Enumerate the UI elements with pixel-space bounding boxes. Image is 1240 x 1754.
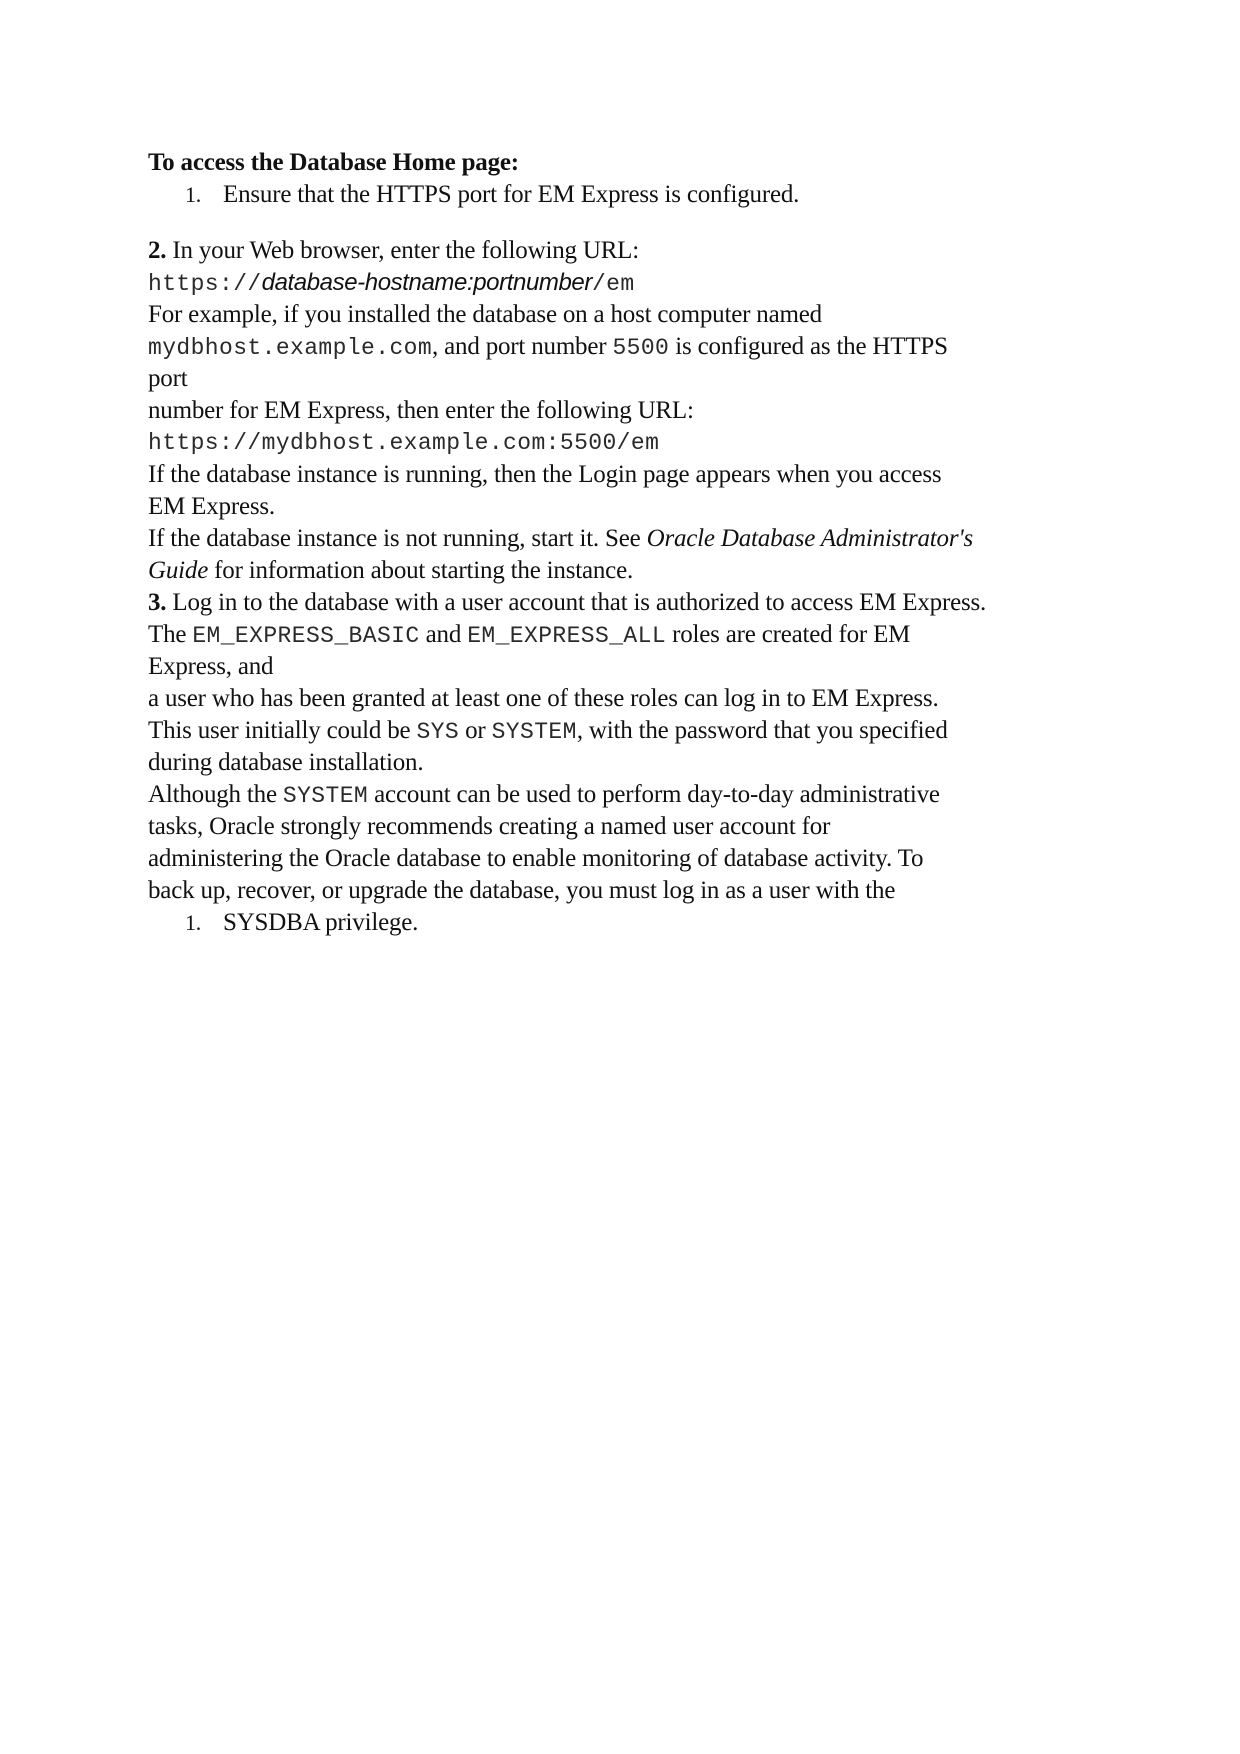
- number-line: number for EM Express, then enter the following URL:: [148, 397, 694, 424]
- example-line: For example, if you installed the database on a host computer named: [148, 301, 822, 328]
- list-item-text: Ensure that the HTTPS port for EM Express is configured.: [223, 181, 800, 208]
- step-3-intro: [148, 587, 1098, 619]
- host-name: mydbhost.example.com: [148, 335, 433, 361]
- roles-the: The: [148, 621, 193, 648]
- guide-line: [148, 555, 1098, 587]
- list-item-text: SYSDBA privilege.: [223, 909, 419, 936]
- role-all: EM_EXPRESS_ALL: [467, 623, 667, 649]
- list-number: 1.: [185, 910, 202, 935]
- granted-line: a user who has been granted at least one of these roles can log in to EM Express.: [148, 685, 939, 712]
- initially-text: This user initially could be: [148, 717, 417, 744]
- tasks-line: tasks, Oracle strongly recommends creating a named user account for: [148, 813, 831, 840]
- url-prefix: https://: [148, 271, 262, 297]
- url-variable: database-hostname:portnumber: [261, 269, 592, 296]
- roles-rest: roles are created for EM: [666, 621, 911, 648]
- roles-line: [148, 619, 1098, 651]
- step-text: In your Web browser, enter the following URL:: [166, 237, 639, 264]
- section-heading: To access the Database Home page:: [148, 149, 519, 176]
- port-text-b: is configured as the HTTPS: [669, 333, 948, 360]
- guide-rest: for information about starting the instance.: [208, 557, 634, 584]
- not-running-text: If the database instance is not running, start it. See: [148, 525, 647, 552]
- url-template: [148, 267, 1098, 299]
- example-url: https://mydbhost.example.com:5500/em: [148, 430, 660, 456]
- port-text-a: , and port number: [432, 333, 613, 360]
- although-line: [148, 779, 1098, 811]
- role-basic: EM_EXPRESS_BASIC: [192, 623, 420, 649]
- or-text: or: [459, 717, 492, 744]
- step-number: 2.: [148, 237, 167, 264]
- document-body: [148, 147, 1098, 939]
- sys-account: SYS: [416, 719, 460, 745]
- roles-and: and: [419, 621, 468, 648]
- install-line: during database installation.: [148, 749, 424, 776]
- list-item-ensure-https: [148, 179, 1098, 211]
- step-2-intro: [148, 235, 1098, 267]
- list-item-sysdba: [148, 907, 1098, 939]
- guide-title-a: Oracle Database Administrator's: [646, 525, 974, 552]
- port-number: 5500: [612, 335, 670, 361]
- express-and-line: Express, and: [148, 653, 274, 680]
- not-running-line: [148, 523, 1098, 555]
- password-text: , with the password that you specified: [576, 717, 948, 744]
- although-rest: account can be used to perform day-to-day administrative: [368, 781, 940, 808]
- step-number: 3.: [148, 589, 167, 616]
- host-port-line: [148, 331, 1098, 363]
- url-suffix: /em: [591, 271, 635, 297]
- step-text: Log in to the database with a user account that is authorized to access EM Express.: [166, 589, 987, 616]
- port-word: port: [148, 365, 188, 392]
- paragraph-gap: [148, 211, 1098, 235]
- initial-user-line: [148, 715, 1098, 747]
- list-number: 1.: [185, 182, 202, 207]
- running-line-2: EM Express.: [148, 493, 275, 520]
- system-account-2: SYSTEM: [282, 783, 369, 809]
- system-account: SYSTEM: [491, 719, 577, 745]
- although-text: Although the: [148, 781, 283, 808]
- guide-title-b: Guide: [148, 557, 209, 584]
- backup-line: back up, recover, or upgrade the database, you must log in as a user with the: [148, 877, 896, 904]
- admin-line: administering the Oracle database to enable monitoring of database activity. To: [148, 845, 924, 872]
- running-line-1: If the database instance is running, then the Login page appears when you access: [148, 461, 942, 488]
